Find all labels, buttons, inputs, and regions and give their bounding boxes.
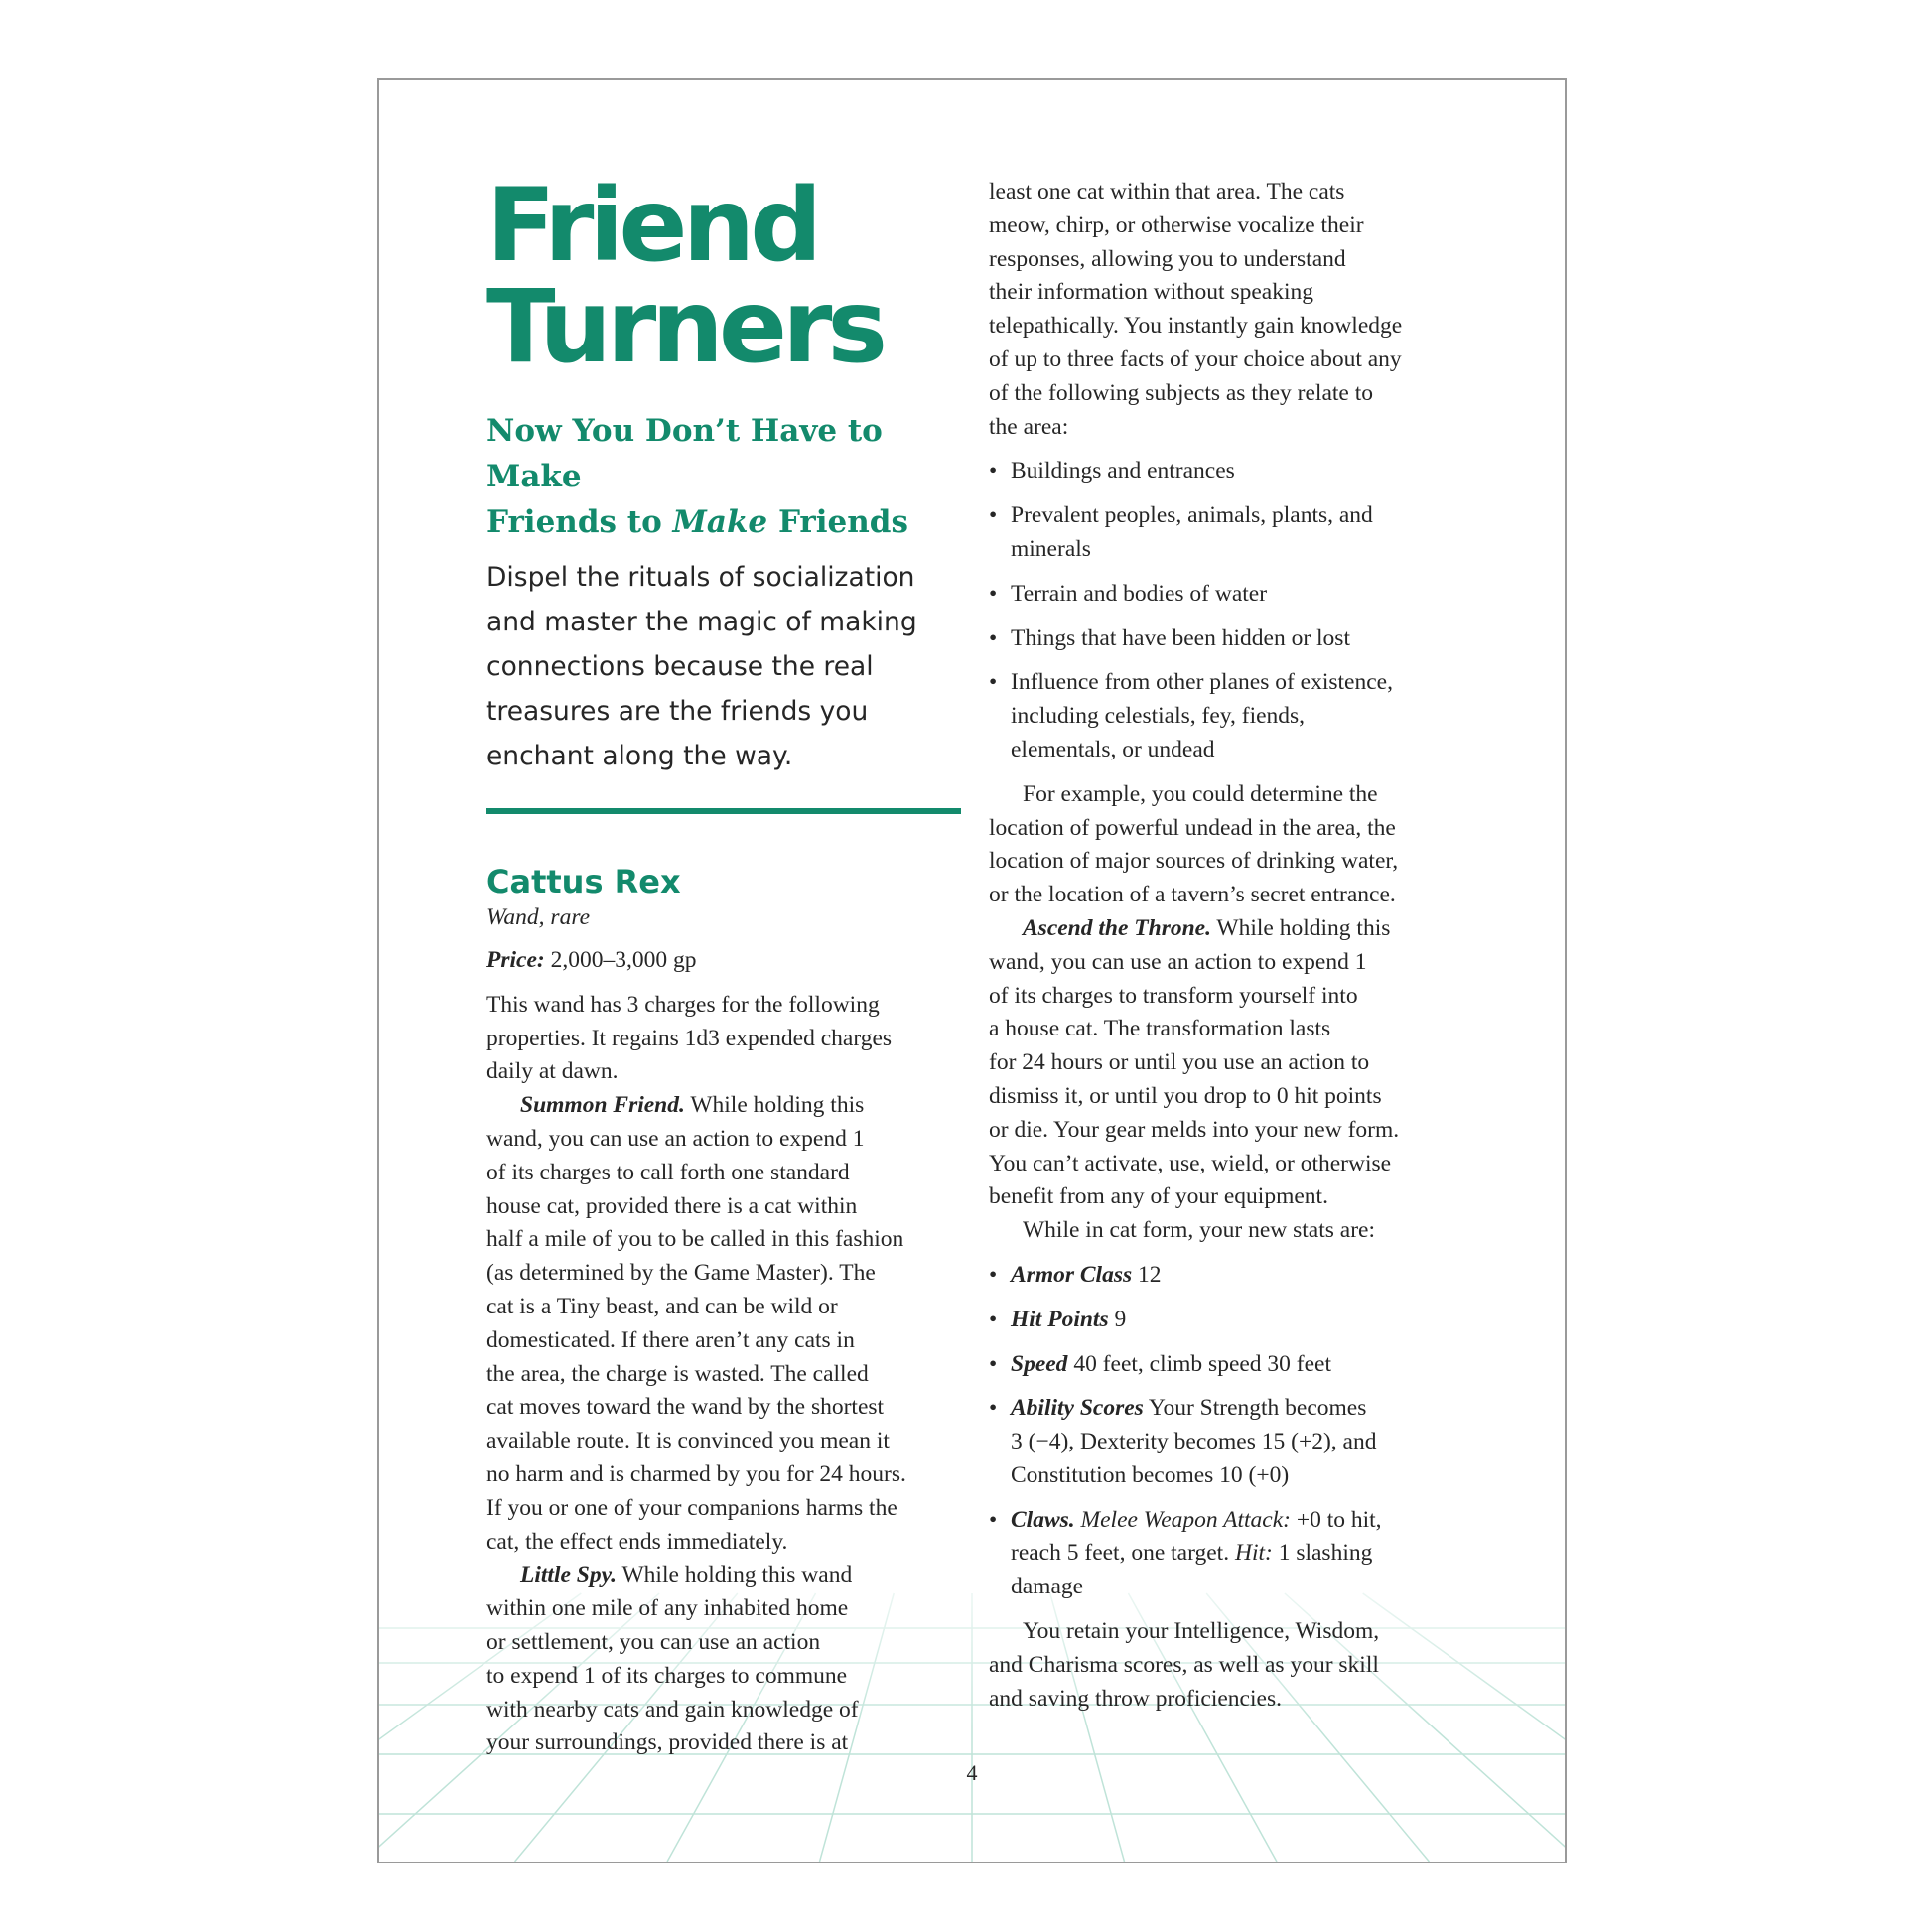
text-line: meow, chirp, or otherwise vocalize their: [989, 211, 1364, 238]
subtitle: [486, 408, 961, 545]
subtitle-line-2a: Friends to: [486, 504, 673, 540]
text-line: or the location of a tavern’s secret entrance.: [989, 882, 1396, 908]
hit-value: 1 slashing: [1272, 1540, 1373, 1567]
text-line: with nearby cats and gain knowledge of: [486, 1696, 859, 1723]
text-line: wand, you can use an action to expend 1: [989, 948, 1367, 975]
attack-type: Melee Weapon Attack:: [1080, 1506, 1291, 1533]
intro-line: treasures are the friends you: [486, 696, 869, 727]
stat-speed: [989, 1348, 1470, 1382]
text-line: location of major sources of drinking water,: [989, 848, 1399, 875]
stat-armor-class: [989, 1259, 1470, 1293]
intro-line: enchant along the way.: [486, 741, 793, 771]
price-label: Price:: [486, 947, 545, 973]
text-line: (as determined by the Game Master). The: [486, 1260, 876, 1287]
page-title: [486, 167, 961, 386]
stat-value: 12: [1132, 1261, 1162, 1288]
text-line: or die. Your gear melds into your new form.: [989, 1116, 1400, 1143]
list-item: [989, 666, 1470, 766]
text-line: cat is a Tiny beast, and can be wild or: [486, 1293, 838, 1319]
text-line: of the following subjects as they relate to: [989, 379, 1373, 406]
text-line: and Charisma scores, as well as your skill: [989, 1651, 1379, 1678]
ascend-throne-label: Ascend the Throne.: [1023, 914, 1211, 941]
text-line: dismiss it, or until you drop to 0 hit points: [989, 1082, 1382, 1109]
ascend-throne-paragraph: [989, 912, 1470, 1214]
text-line: benefit from any of your equipment.: [989, 1183, 1328, 1210]
stat-label: Hit Points: [1011, 1306, 1109, 1332]
text-line: or settlement, you can use an action: [486, 1628, 821, 1655]
text-line: cat, the effect ends immediately.: [486, 1528, 788, 1555]
item-type: Wand, rare: [486, 904, 591, 930]
text-line: Constitution becomes 10 (+0): [1011, 1461, 1290, 1488]
right-column: [989, 176, 1470, 1716]
price-value: 2,000–3,000 gp: [544, 947, 697, 973]
text-line: your surroundings, provided there is at: [486, 1729, 849, 1756]
text-line: of its charges to transform yourself into: [989, 982, 1358, 1009]
text-line: their information without speaking: [989, 279, 1313, 306]
text-line: the area, the charge is wasted. The called: [486, 1360, 869, 1387]
title-line-1: Friend: [486, 167, 818, 285]
intro-line: and master the magic of making: [486, 607, 917, 637]
stat-hit-points: [989, 1304, 1470, 1337]
text-line: including celestials, fey, fiends,: [1011, 703, 1306, 730]
text-line: While holding this wand: [617, 1562, 853, 1588]
little-spy-continued: [989, 176, 1470, 444]
text-line: If you or one of your companions harms the: [486, 1494, 897, 1521]
example-paragraph: [989, 778, 1470, 912]
subtitle-line-2b: Friends: [767, 504, 908, 540]
text-line: the area:: [989, 413, 1069, 440]
section-divider: [486, 808, 961, 814]
little-spy-paragraph: [486, 1559, 961, 1760]
text-line: Influence from other planes of existence,: [1011, 669, 1393, 696]
text-line: of its charges to call forth one standard: [486, 1159, 850, 1185]
text-line: daily at dawn.: [486, 1058, 619, 1085]
text-line: You can’t activate, use, wield, or otherwise: [989, 1150, 1392, 1176]
text-line: damage: [1011, 1574, 1084, 1600]
stat-value: 9: [1108, 1306, 1127, 1332]
text-line: of up to three facts of your choice about any: [989, 345, 1402, 372]
retain-paragraph: [989, 1615, 1470, 1716]
text-line: Terrain and bodies of water: [1011, 580, 1268, 607]
text-line: properties. It regains 1d3 expended charges: [486, 1025, 893, 1051]
text-line: within one mile of any inhabited home: [486, 1595, 849, 1622]
list-item: [989, 622, 1470, 656]
cat-stats-list: [989, 1259, 1470, 1604]
text-line: for 24 hours or until you use an action to: [989, 1049, 1370, 1076]
stat-label: Armor Class: [1011, 1261, 1133, 1288]
text-line: cat moves toward the wand by the shortest: [486, 1394, 885, 1421]
price-line: [486, 944, 961, 978]
page: [377, 78, 1567, 1863]
subjects-list: [989, 455, 1470, 766]
subtitle-line-1: Now You Don’t Have to Make: [486, 413, 883, 494]
stats-intro: While in cat form, your new stats are:: [1023, 1217, 1375, 1244]
stat-value: 40 feet, climb speed 30 feet: [1067, 1350, 1332, 1377]
intro-line: connections because the real: [486, 651, 874, 682]
stat-label: Speed: [1011, 1350, 1068, 1377]
title-line-2: Turners: [486, 268, 884, 386]
text-line: domesticated. If there aren’t any cats in: [486, 1326, 855, 1353]
text-line: location of powerful undead in the area, the: [989, 814, 1396, 841]
intro-line: Dispel the rituals of socialization: [486, 562, 915, 593]
text-line: least one cat within that area. The cats: [989, 179, 1345, 205]
stat-label: Claws.: [1011, 1506, 1075, 1533]
text-line: 3 (−4), Dexterity becomes 15 (+2), and: [1011, 1429, 1377, 1455]
stat-ability-scores: [989, 1392, 1470, 1492]
to-hit: +0 to hit,: [1290, 1506, 1382, 1533]
text-line: to expend 1 of its charges to commune: [486, 1662, 848, 1689]
text-line: Things that have been hidden or lost: [1011, 624, 1350, 651]
summon-friend-label: Summon Friend.: [520, 1092, 685, 1119]
reach: reach 5 feet, one target.: [1011, 1540, 1235, 1567]
charges-paragraph: [486, 989, 961, 1089]
text-line: While holding this: [1210, 914, 1391, 941]
text-line: responses, allowing you to understand: [989, 245, 1346, 272]
left-column: [486, 167, 961, 1760]
text-line: While holding this: [684, 1092, 865, 1119]
text-line: wand, you can use an action to expend 1: [486, 1125, 865, 1152]
text-line: and saving throw proficiencies.: [989, 1685, 1282, 1712]
text-line: You retain your Intelligence, Wisdom,: [1023, 1618, 1380, 1645]
list-item: [989, 499, 1470, 567]
text-line: This wand has 3 charges for the following: [486, 991, 880, 1018]
text-line: For example, you could determine the: [1023, 780, 1378, 807]
list-item: [989, 455, 1470, 488]
hit-label: Hit:: [1234, 1540, 1273, 1567]
stat-value: Your Strength becomes: [1143, 1395, 1367, 1422]
text-line: house cat, provided there is a cat within: [486, 1192, 858, 1219]
text-line: available route. It is convinced you mean it: [486, 1428, 890, 1454]
summon-friend-paragraph: [486, 1089, 961, 1559]
text-line: telepathically. You instantly gain knowledge: [989, 313, 1403, 340]
stat-label: Ability Scores: [1011, 1395, 1144, 1422]
text-line: Prevalent peoples, animals, plants, and: [1011, 502, 1373, 529]
text-line: elementals, or undead: [1011, 736, 1215, 762]
text-line: Buildings and entrances: [1011, 458, 1235, 484]
text-line: half a mile of you to be called in this fashion: [486, 1226, 904, 1253]
subtitle-emphasis: Make: [672, 504, 768, 540]
stat-claws: [989, 1504, 1470, 1604]
intro-text: [486, 555, 961, 778]
page-number: 4: [966, 1760, 978, 1785]
text-line: a house cat. The transformation lasts: [989, 1016, 1331, 1042]
list-item: [989, 578, 1470, 612]
text-line: no harm and is charmed by you for 24 hours.: [486, 1460, 906, 1487]
item-name: Cattus Rex: [486, 863, 681, 900]
little-spy-label: Little Spy.: [520, 1562, 618, 1588]
left-body: [486, 944, 961, 1760]
text-line: minerals: [1011, 535, 1091, 562]
